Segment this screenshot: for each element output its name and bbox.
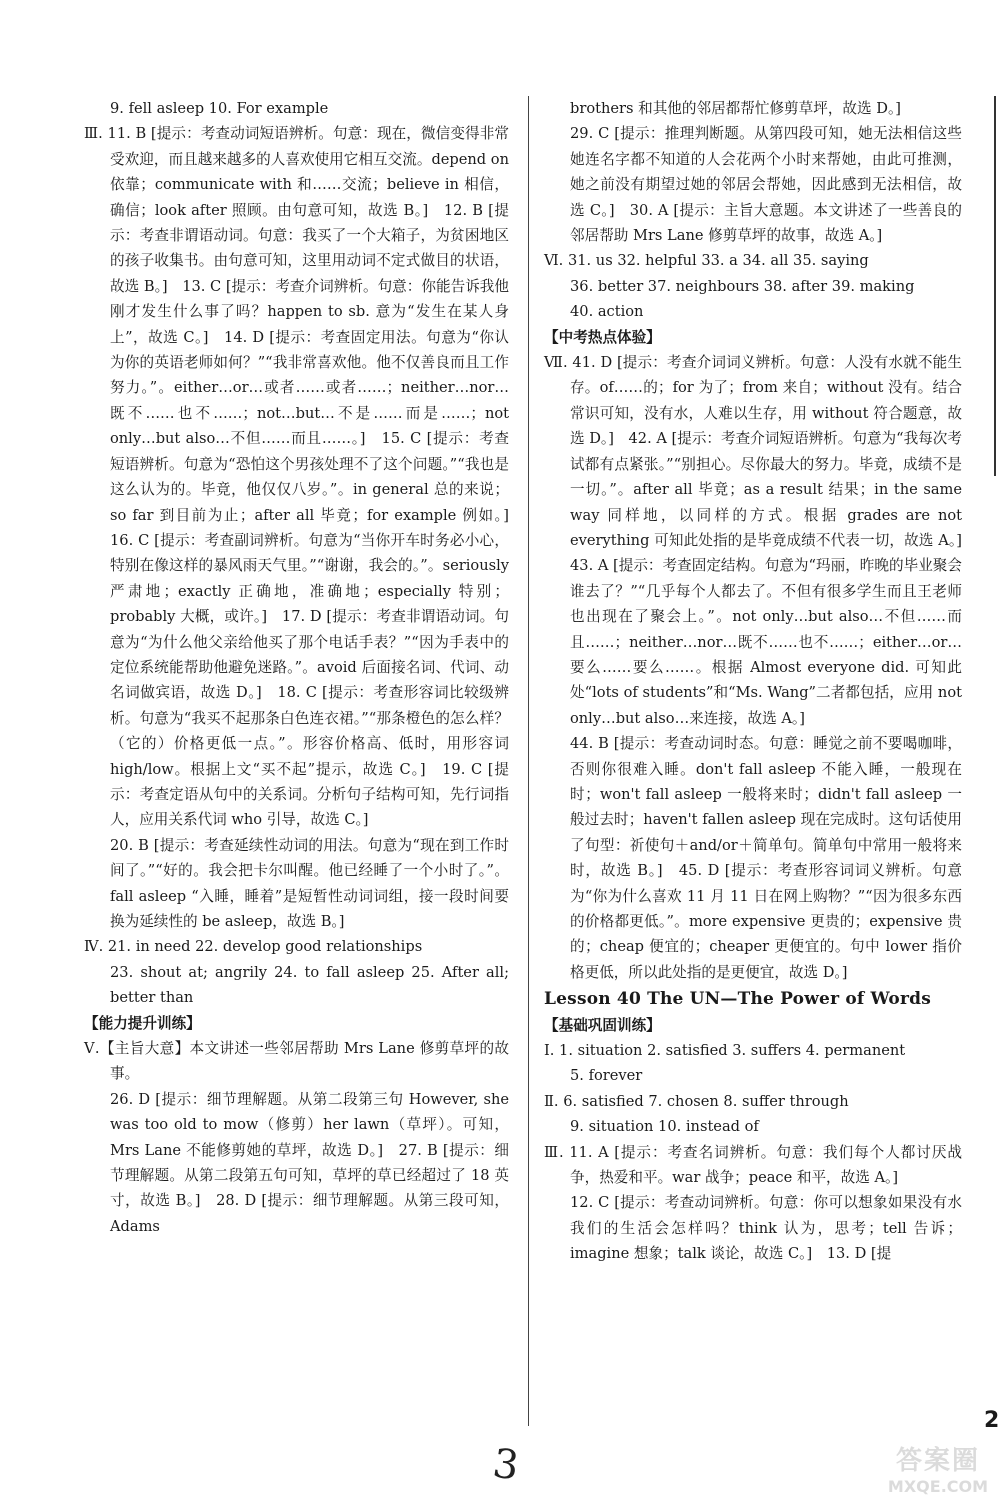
answer-block-III-lesson40: Ⅲ. 11. A [提示：考查名词辨析。句意：我们每个人都讨厌战争，热爱和平。war 战争；peace 和平，故选 A。]	[544, 1143, 962, 1187]
answer-line: 9. situation 10. instead of	[570, 1118, 759, 1136]
watermark-logo: 答案圈	[895, 1446, 980, 1476]
page-number: 2	[984, 1408, 1000, 1433]
answer-line: 40. action	[570, 303, 644, 321]
watermark-url: MXQE.COM	[887, 1477, 989, 1496]
answer-line: 36. better 37. neighbours 38. after 39. making	[570, 277, 915, 295]
answer-block-IV: Ⅳ. 21. in need 22. develop good relationships	[84, 938, 423, 956]
answer-29-30: 29. C [提示：推理判断题。从第四段可知，她无法相信这些她连名字都不知道的人会花两个小时来帮她，由此可推测，她之前没有期望过她的邻居会帮她，因此感到无法相信，故选 C。] 30. A [提示：主旨大意题。本文讲述了一些善良的邻居帮助 Mrs Lane 修剪草坪的故事，故选 A。]	[570, 125, 962, 245]
lesson-title: Lesson 40 The UN—The Power of Words	[544, 989, 931, 1010]
column-divider	[528, 96, 529, 1426]
handwritten-mark: 3	[489, 1440, 522, 1490]
answer-line: 5. forever	[570, 1067, 643, 1085]
answer-continued: brothers 和其他的邻居都帮忙修剪草坪，故选 D。]	[570, 100, 901, 117]
answer-block-VII: Ⅶ. 41. D [提示：考查介词词义辨析。句意：人没有水就不能生存。of……的；for 为了；from 来自；without 没有。结合常识可知，没有水，人难以生存，用 without 符合题意，故选 D。] 42. A [提示：考查介词短语辨析。句意为“我每次考试都有点紧张。”“别担心。尽你最大的努力。毕竟，成绩不是一切。”。after all 毕竟；as a result 结果；in the same way 同样地，以同样的方式。根据 grades are not everything 可知此处指的是毕竟成绩不代表一切，故选 A。] 43. A [提示：考查固定结构。句意为“玛丽，昨晚的毕业聚会谁去了？”“几乎每个人都去了。不但有很多学生而且王老师也出现在了聚会上。”。not only…but also…不但……而且……；neither…nor…既不……也不……；either…or…要么……要么……。根据 Almost everyone did. 可知此处“lots of students”和“Ms. Wang”二者都包括，应用 not only…but also…来连接，故选 A。]	[544, 354, 977, 727]
answer-line: 23. shout at; angrily 24. to fall asleep 25. After all; better than	[110, 963, 509, 1007]
page-edge-line	[994, 96, 996, 476]
answer-44-45: 44. B [提示：考查动词时态。句意：睡觉之前不要喝咖啡，否则你很难入睡。don't fall asleep 不能入睡，一般现在时；won't fall asleep 一般将来时；didn't fall asleep 一般过去时；haven't fallen asleep 现在完成时。这句话使用了句型：祈使句＋and/or＋简单句。简单句中常用一般将来时，故选 B。] 45. D [提示：考查形容词词义辨析。句意为“你为什么喜欢 11 月 11 日在网上购物？”“因为很多东西的价格都更低。”。more expensive 更贵的；expensive 贵的；cheap 便宜的；cheaper 更便宜的。句中 lower 指价格更低，所以此处指的是更便宜，故选 D。]	[570, 735, 962, 981]
left-column	[84, 96, 524, 1239]
answer-line: 9. fell asleep 10. For example	[110, 100, 329, 117]
answer-block-VI: Ⅵ. 31. us 32. helpful 33. a 34. all 35. saying	[544, 252, 869, 270]
answer-block-III: Ⅲ. 11. B [提示：考查动词短语辨析。句意：现在，微信变得非常受欢迎，而且越来越多的人喜欢使用它相互交流。depend on 依靠；communicate with 和……交流；believe in 相信，确信；look after 照顾。由句意可知，故选 B。] 12. B [提示：考查非谓语动词。句意：我买了一个大箱子，为贫困地区的孩子收集书。由句意可知，这里用动词不定式做目的状语，故选 B。] 13. C [提示：考查介词辨析。句意：你能告诉我他刚才发生什么事了吗？happen to sb. 意为“发生在某人身上”，故选 C。] 14. D [提示：考查固定用法。句意为“你认为你的英语老师如何？”“我非常喜欢他。他不仅善良而且工作努力。”。either…or…或者……或者……；neither…nor…既不……也不……；not…but…不是……而是……；not only…but also…不但……而且……。] 15. C [提示：考查短语辨析。句意为“恐怕这个男孩处理不了这个问题。”“我也是这么认为的。毕竟，他仅仅八岁。”。in general 总的来说；so far 到目前为止；after all 毕竟；for example 例如。] 16. C [提示：考查副词辨析。句意为“当你开车时务必小心，特别在像这样的暴风雨天气里。”“谢谢，我会的。”。seriously 严肃地；exactly 正确地，准确地；especially 特别；probably 大概，或许。] 17. D [提示：考查非谓语动词。句意为“为什么他父亲给他买了那个电话手表？”“因为手表中的定位系统能帮助他避免迷路。”。avoid 后面接名词、代词、动名词做宾语，故选 D。] 18. C [提示：考查形容词比较级辨析。句意为“我买不起那条白色连衣裙。”“那条橙色的怎么样？（它的）价格更低一点。”。形容价格高、低时，用形容词 high/low。根据上文“买不起”提示，故选 C。] 19. C [提示：考查定语从句中的关系词。分析句子结构可知，先行词指人，应用关系代词 who 引导，故选 C。]	[84, 125, 524, 829]
section-heading-ability: 【能力提升训练】	[84, 1014, 201, 1032]
answer-block-II: Ⅱ. 6. satisfied 7. chosen 8. suffer through	[544, 1092, 849, 1110]
watermark	[880, 1440, 996, 1500]
answer-20: 20. B [提示：考查延续性动词的用法。句意为“现在到工作时间了。”“好的。我会把卡尔叫醒。他已经睡了一个小时了。”。fall asleep “入睡，睡着”是短暂性动词词组，接一段时间要换为延续性的 be asleep，故选 B。]	[110, 836, 509, 930]
section-heading-basic: 【基础巩固训练】	[544, 1016, 661, 1034]
right-column	[544, 96, 977, 1267]
answer-block-V: Ⅴ.【主旨大意】本文讲述一些邻居帮助 Mrs Lane 修剪草坪的故事。	[84, 1040, 509, 1083]
answer-26-28: 26. D [提示：细节理解题。从第二段第三句 However, she was too old to mow（修剪）her lawn（草坪）。可知，Mrs Lane 不能修剪她的草坪，故选 D。] 27. B [提示：细节理解题。从第二段第五句可知，草坪的草已经超过了 18 英寸，故选 B。] 28. D [提示：细节理解题。从第三段可知，Adams	[110, 1090, 509, 1235]
section-heading-exam: 【中考热点体验】	[544, 328, 661, 346]
answer-block-I: Ⅰ. 1. situation 2. satisfied 3. suffers 4. permanent	[544, 1042, 906, 1060]
answer-12-13: 12. C [提示：考查动词辨析。句意：你可以想象如果没有水我们的生活会怎样吗？think 认为，思考；tell 告诉；imagine 想象；talk 谈论，故选 C。] 13. D [提	[570, 1194, 962, 1263]
